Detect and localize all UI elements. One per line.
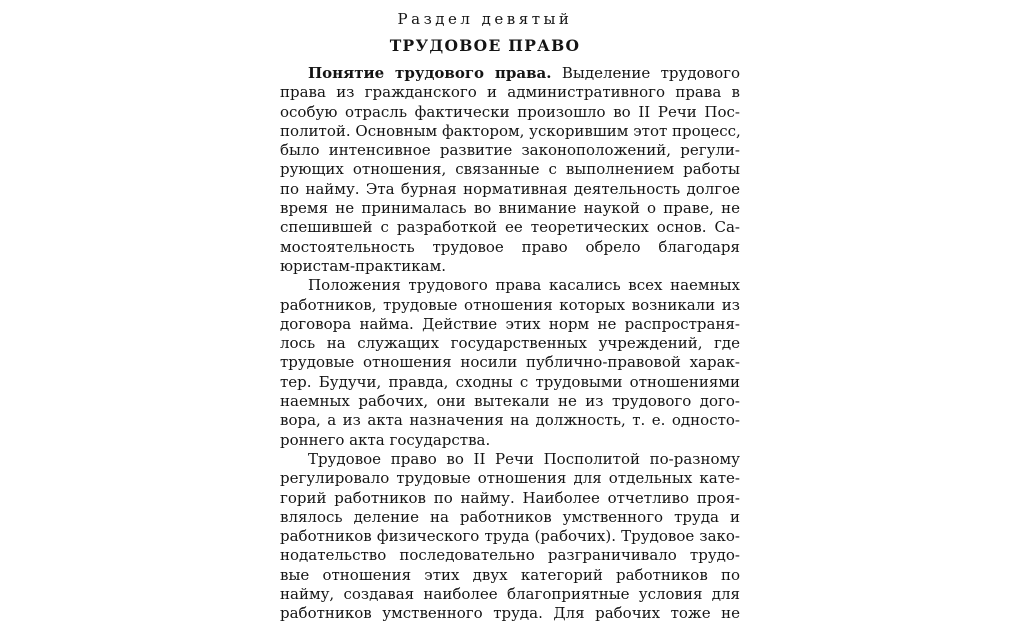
paragraph-3-line: горий работников по найму. Наиболее отчетливо проя- — [280, 488, 740, 507]
paragraph-3-line: нодательство последовательно разграничивало трудо- — [280, 546, 740, 565]
paragraph-2-line: роннего акта государства. — [280, 430, 491, 449]
section-title: ТРУДОВОЕ ПРАВО — [389, 36, 581, 55]
paragraph-2-line: договора найма. Действие этих норм не распространя- — [280, 314, 740, 333]
body-text — [280, 64, 740, 624]
paragraph-1-line: было интенсивное развитие законоположений, регули- — [280, 141, 740, 160]
paragraph-2-line: Положения трудового права касались всех наемных — [308, 276, 740, 295]
paragraph-1-line: по найму. Эта бурная нормативная деятельность долгое — [280, 179, 740, 198]
paragraph-1-line — [280, 64, 740, 83]
paragraph-1-line: время не принималась во внимание наукой о праве, не — [280, 199, 740, 218]
paragraph-1-line: юристам-практикам. — [280, 256, 447, 275]
paragraph-2-line: работников, трудовые отношения которых возникали из — [280, 295, 740, 314]
paragraph-3-line: регулировало трудовые отношения для отдельных кате- — [280, 469, 740, 488]
paragraph-1-line: мостоятельность трудовое право обрело благодаря — [280, 237, 740, 256]
paragraph-2-line: трудовые отношения носили публично-правовой харак- — [280, 353, 740, 372]
paragraph-1-line: особую отрасль фактически произошло во II Речи Пос- — [280, 102, 740, 121]
paragraph-3-line: вые отношения этих двух категорий работников по — [280, 565, 740, 584]
paragraph-1-line-text: Выделение трудового — [561, 64, 740, 82]
paragraph-1-line: политой. Основным фактором, ускорившим этот процесс, — [280, 121, 741, 140]
paragraph-1-line: права из гражданского и административного права в — [280, 83, 740, 102]
paragraph-1-line: рующих отношения, связанные с выполнением работы — [280, 160, 740, 179]
section-label: Раздел девятый — [397, 10, 573, 28]
paragraph-3-line: Трудовое право во II Речи Посполитой по-разному — [308, 449, 740, 468]
paragraph-1-line: спешившей с разработкой ее теоретических основ. Са- — [280, 218, 740, 237]
paragraph-2-line: вора, а из акта назначения на должность, т. е. односто- — [280, 411, 740, 430]
paragraph-2-line: лось на служащих государственных учреждений, где — [280, 334, 740, 353]
paragraph-2-line: тер. Будучи, правда, сходны с трудовыми отношениями — [280, 372, 740, 391]
paragraph-3-line: найму, создавая наиболее благоприятные условия для — [280, 585, 740, 604]
paragraph-3-line: работников умственного труда. Для рабочих тоже не — [280, 604, 740, 623]
paragraph-3-line: работников физического труда (рабочих). Трудовое зако- — [280, 527, 740, 546]
paragraph-1-lead: Понятие трудового права. — [308, 64, 552, 82]
paragraph-3-line: влялось деление на работников умственного труда и — [280, 507, 740, 526]
paragraph-2-line: наемных рабочих, они вытекали не из трудового дого- — [280, 392, 740, 411]
